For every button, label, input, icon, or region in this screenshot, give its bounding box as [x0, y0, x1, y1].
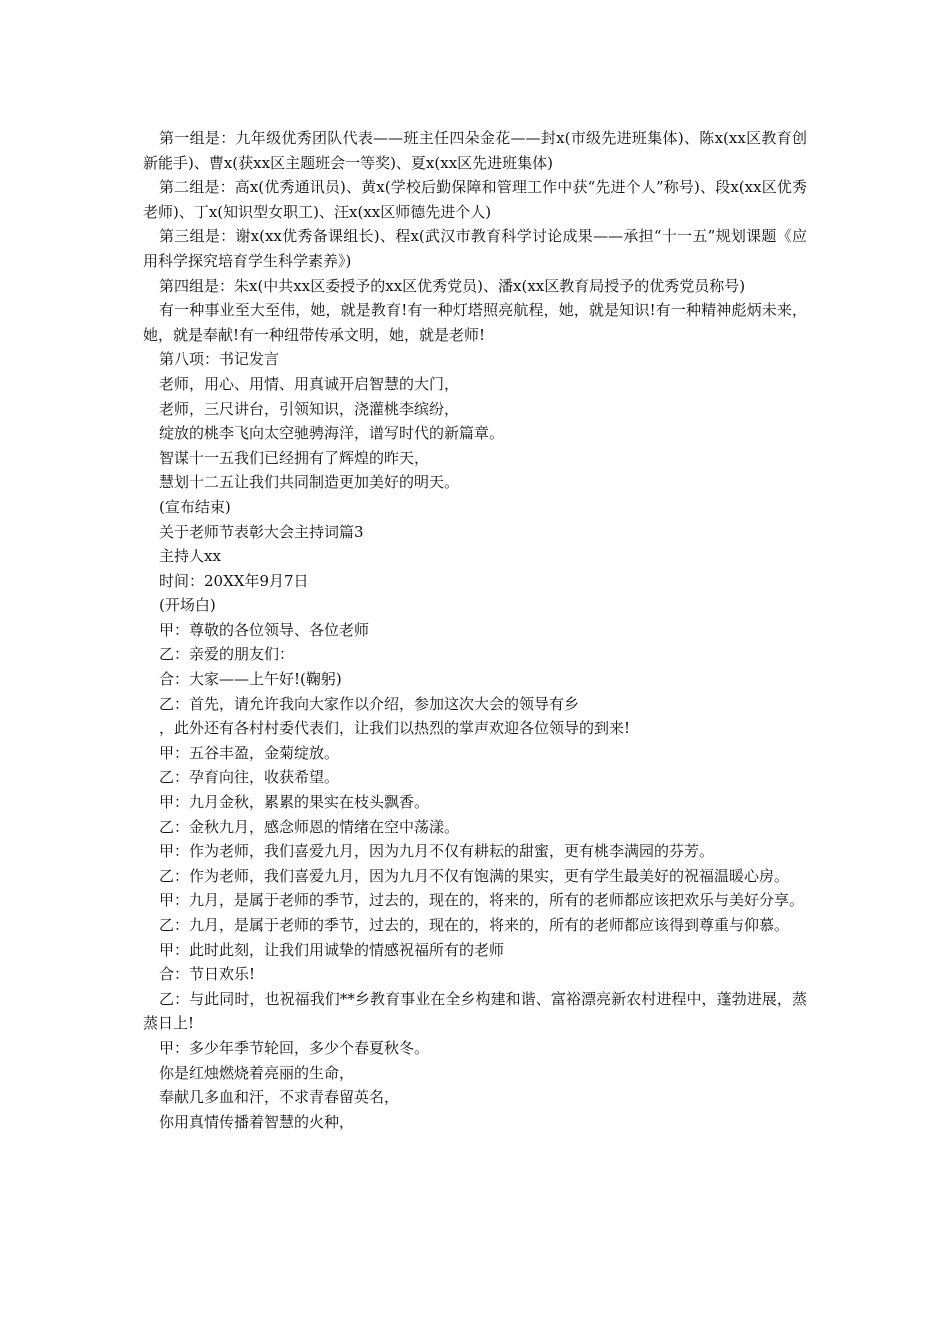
paragraph: 甲：作为老师，我们喜爱九月，因为九月不仅有耕耘的甜蜜，更有桃李满园的芬芳。: [159, 842, 715, 861]
paragraph: 第三组是：谢x(xx优秀备课组长)、程x(武汉市教育科学讨论成果——承担“十一五”规划课题《应用科学探究培育学生科学素养》): [143, 227, 807, 270]
paragraph: 主持人xx: [159, 547, 221, 566]
paragraph: ，此外还有各村村委代表们，让我们以热烈的掌声欢迎各位领导的到来!: [159, 719, 631, 738]
paragraph: (开场白): [159, 596, 216, 615]
paragraph: 乙：亲爱的朋友们：: [159, 645, 295, 664]
paragraph: 乙：首先，请允许我向大家作以介绍，参加这次大会的领导有乡: [159, 694, 580, 713]
paragraph: 你是红烛燃烧着亮丽的生命，: [159, 1063, 355, 1082]
paragraph: 合：节日欢乐!: [159, 965, 256, 984]
paragraph: 第四组是：朱x(中共xx区委授予的xx区优秀党员)、潘x(xx区教育局授予的优秀党员称号): [159, 276, 746, 295]
paragraph: 乙：作为老师，我们喜爱九月，因为九月不仅有饱满的果实，更有学生最美好的祝福温暖心房。: [159, 866, 790, 885]
paragraph: 乙：九月，是属于老师的季节，过去的，现在的，将来的，所有的老师都应该得到尊重与仰慕。: [159, 916, 790, 934]
section-title: 关于老师节表彰大会主持词篇3: [159, 522, 364, 541]
paragraph: 绽放的桃李飞向太空驰骋海洋，谱写时代的新篇章。: [159, 424, 505, 443]
paragraph: 乙：孕育向往，收获希望。: [159, 768, 340, 787]
paragraph: 第八项：书记发言: [159, 350, 280, 369]
paragraph: 第一组是：九年级优秀团队代表——班主任四朵金花——封x(市级先进班集体)、陈x(xx区教育创新能手)、曹x(获xx区主题班会一等奖)、夏x(xx区先进班集体): [143, 129, 807, 172]
paragraph: 甲：多少年季节轮回，多少个春夏秋冬。: [159, 1038, 430, 1057]
paragraph: 有一种事业至大至伟，她，就是教育!有一种灯塔照亮航程，她，就是知识!有一种精神彪炳未来，她，就是奉献!有一种纽带传承文明，她，就是老师!: [143, 301, 807, 344]
paragraph: (宣布结束): [159, 497, 231, 516]
paragraph: 智谋十一五我们已经拥有了辉煌的昨天，: [159, 448, 430, 467]
paragraph: 奉献几多血和汗，不求青春留英名，: [159, 1088, 400, 1107]
document-body: [143, 126, 807, 1134]
paragraph: 你用真情传播着智慧的火种，: [159, 1112, 355, 1131]
paragraph: 甲：九月金秋，累累的果实在枝头飘香。: [159, 793, 430, 812]
paragraph: 乙：与此同时，也祝福我们**乡教育事业在全乡构建和谐、富裕漂亮新农村进程中，蓬勃进展，蒸蒸日上!: [143, 989, 807, 1033]
paragraph: 第二组是：高x(优秀通讯员)、黄x(学校后勤保障和管理工作中获“先进个人”称号)、段x(xx区优秀老师)、丁x(知识型女职工)、汪x(xx区师德先进个人): [143, 178, 807, 221]
paragraph: 甲：此时此刻，让我们用诚挚的情感祝福所有的老师: [159, 940, 505, 959]
paragraph: 慧划十二五让我们共同制造更加美好的明天。: [159, 473, 460, 492]
paragraph: 乙：金秋九月，感念师恩的情绪在空中荡漾。: [159, 817, 460, 836]
paragraph: 甲：五谷丰盈，金菊绽放。: [159, 743, 340, 762]
paragraph: 甲：九月，是属于老师的季节，过去的，现在的，将来的，所有的老师都应该把欢乐与美好分享。: [159, 891, 805, 910]
paragraph: 时间：20XX年9月7日: [159, 571, 309, 590]
paragraph: 老师，用心、用情、用真诚开启智慧的大门，: [159, 374, 460, 393]
paragraph: 甲：尊敬的各位领导、各位老师: [159, 620, 370, 639]
paragraph: 合：大家——上午好!(鞠躬): [159, 670, 342, 689]
paragraph: 老师，三尺讲台，引领知识，浇灌桃李缤纷，: [159, 399, 460, 418]
